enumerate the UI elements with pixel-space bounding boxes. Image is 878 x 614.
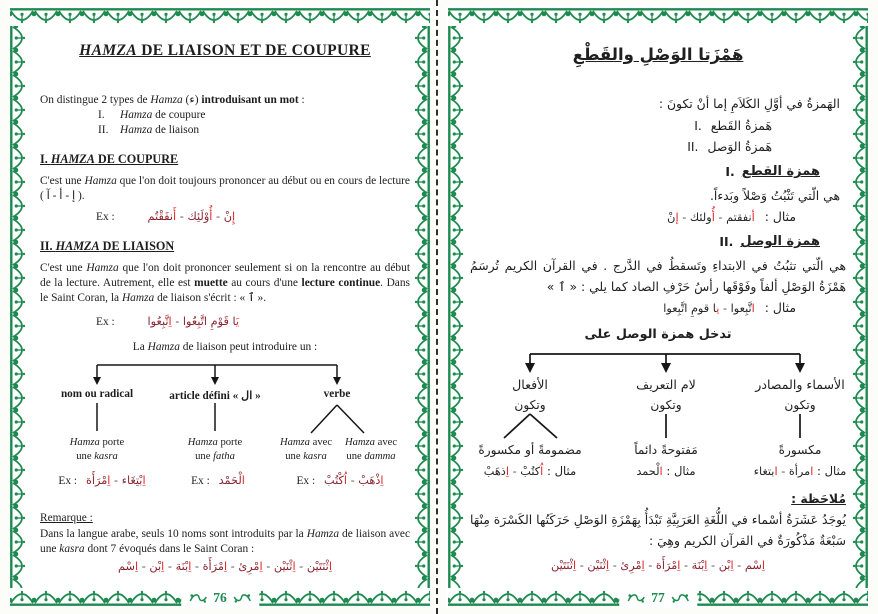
ornament-border-right <box>411 26 430 588</box>
branch-article-example: Ex : الْحَمْد <box>191 474 245 488</box>
page-left <box>8 6 432 608</box>
coupure-example-arabic: أَنفَقْتُم - أُوْلَئِك - إِنْ <box>148 211 236 223</box>
tree-intro: La Hamza de liaison peut introduire un : <box>132 341 318 354</box>
liaison-example-arabic: اِتَّبِعُوا - يَا قَوْمِ اتَّبِعُوا <box>148 316 240 328</box>
branch-nom-label: nom ou radical <box>60 388 134 401</box>
note-heading-ar: مُلاحَظة : <box>791 490 846 506</box>
branch-article-sub: Hamza porte une fatha <box>187 437 243 462</box>
intro-paragraph: On distingue 2 types de Hamza (ء) introduisant un mot : <box>40 93 305 106</box>
heading-liaison: II. HAMZA DE LIAISON <box>40 238 175 253</box>
intro-arabic: الهَمزةُ في أوَّلِ الكَلاَمِ إما أنْ تكونَ : <box>658 96 840 112</box>
page-right-content <box>470 28 846 580</box>
branch-verbs-label-ar: الأفعال <box>512 376 548 392</box>
page-right <box>446 6 870 608</box>
remark-body: Dans la langue arabe, seuls 10 noms sont introduits par la Hamza de liaison avec une kasra dont 7 évoqués dans le Saint Coran : <box>40 528 411 556</box>
branch-nouns-label-ar: الأسماء والمصادر <box>755 376 845 392</box>
page-title-left: HAMZA DE LIAISON ET DE COUPURE <box>79 42 371 59</box>
flourish-icon <box>626 591 646 604</box>
branch-verbs-leaf-ar: مضمومةً أو مكسورةً <box>478 442 582 457</box>
branch-lam-leaf-ar: مَفتوحةً دائماً <box>634 442 698 457</box>
page-number-left: 76 <box>181 587 259 608</box>
heading-coupure: I. HAMZA DE COUPURE <box>40 151 179 166</box>
coupure-body: C'est une Hamza que l'on doit toujours prononcer au début ou en cours de lecture ( إ - أ - آ ). <box>40 174 410 202</box>
branch-verbe-label: verbe <box>323 388 351 401</box>
page-title-right: هَمْزَتا الوَصْلِ والقَطْعِ <box>572 45 744 64</box>
flourish-icon <box>670 591 690 604</box>
branch-verbe-kasra-sub: Hamza avec une kasra <box>279 437 333 462</box>
branch-verbs-example-ar: مثال : اُكتُبْ - اِذهَبْ <box>484 462 576 482</box>
coupure-example: Ex : أَنفَقْتُم - أُوْلَئِك - إِنْ <box>40 209 410 225</box>
intro-item-1-ar: I. هَمزةُ القَطع <box>694 117 772 133</box>
branch-nom-sub: Hamza porte une kasra <box>69 437 125 462</box>
qat-body-ar: هي الّتي تَثْبُتُ وَصْلاً وبَدءاً. <box>709 187 840 203</box>
branch-lam-sub-ar: وتكون <box>650 397 682 412</box>
branch-nouns-sub-ar: وتكون <box>784 397 816 412</box>
ornament-border-top <box>448 8 868 27</box>
intro-item-2: II. Hamza de liaison <box>98 123 200 136</box>
branch-nouns-example-ar: مثال : امرأة - ابتغاء <box>754 462 847 482</box>
heading-qat-ar: I. همزة القطع <box>725 164 820 180</box>
remark-heading: Remarque : <box>40 512 93 525</box>
remark-nouns-list: اِسْم - اِبْن - اِبْنَة - اِمْرَأَة - اِمْرِئ - اِثْنَيْن - اِثْنَتَيْن <box>40 559 410 575</box>
flourish-icon <box>232 591 252 604</box>
branch-lam-example-ar: مثال : الْحمد <box>636 463 696 478</box>
liaison-body: C'est une Hamza que l'on doit prononcer seulement si on la rencontre au début de la lecture. Autrement, elle est muette au cours d'une lecture continue. Dans le Saint Coran, la Hamza de liaison s'écrit : « ٱ ». <box>40 262 410 305</box>
intro-item-1: I. Hamza de coupure <box>98 108 206 121</box>
wasl-tree-diagram <box>470 348 846 486</box>
page-number-right: 77 <box>619 587 697 608</box>
branch-verbe-example: Ex : اُكْتُبْ - اِذْهَبْ <box>296 473 383 489</box>
ornament-border-left <box>448 26 467 588</box>
branch-article-label: article défini « ال » <box>169 390 261 403</box>
liaison-tree-diagram <box>40 357 410 505</box>
ornament-border-right <box>849 26 868 588</box>
qat-example-ar: مثال : أنفقتم - أُولئك - إنْ <box>470 206 846 227</box>
note-nouns-list-ar: اِسْم - اِبْن - اِبْنَة - اِمْرَأَة - اِمْرِئ - اِثْنَيْن - اِثْنَتَيْن <box>470 554 846 575</box>
heading-wasl-ar: II. همزة الوصل <box>719 234 820 250</box>
intro-item-2-ar: II. هَمزةُ الوَصل <box>687 139 772 155</box>
branch-nom-example: Ex : اِمْرَأَة - اِبْتِغَاء <box>58 473 145 489</box>
wasl-body-ar: هي الّتي تثبُتُ في الابتداءِ وتَسقطُ في الدَّرج . في القرآن الكريم تُرسَمُ هَمْزَةُ الوَصْلِ ألفاً وفَوْقَها رأسُ حَرْفِ الصاد كما يلي : « ٱ » <box>470 257 846 295</box>
branch-verbs-sub-ar: وتكون <box>514 397 546 412</box>
ornament-border-left <box>10 26 29 588</box>
flourish-icon <box>188 591 208 604</box>
wasl-example-ar: مثال : اتَّبِعوا - يا قومِ اتَّبِعوا <box>470 297 846 318</box>
branch-nouns-leaf-ar: مكسورةً <box>778 442 822 457</box>
page-left-content <box>40 28 410 580</box>
liaison-example: Ex : اِتَّبِعُوا - يَا قَوْمِ اتَّبِعُوا <box>40 314 410 330</box>
branch-verbe-damma-sub: Hamza avec une damma <box>344 437 398 462</box>
branch-lam-label-ar: لام التعريف <box>636 376 696 392</box>
ornament-border-top <box>10 8 430 27</box>
page-fold-dashed-line <box>436 0 438 614</box>
note-body-ar: يُوجَدُ عَشَرَةُ أسْماء في اللُّغَةِ العَرَبِيَّةِ تَبْدَأُ بِهَمْزَةِ الوَصْلِ حَرَكَتُها الكَسْرَة مِنْهَا سَبْعَةٌ مَذْكُورَةٌ في القرآن الكريم وهِيَ : <box>470 512 846 549</box>
tree-title-ar: تدخل همزة الوصل على <box>584 326 732 342</box>
